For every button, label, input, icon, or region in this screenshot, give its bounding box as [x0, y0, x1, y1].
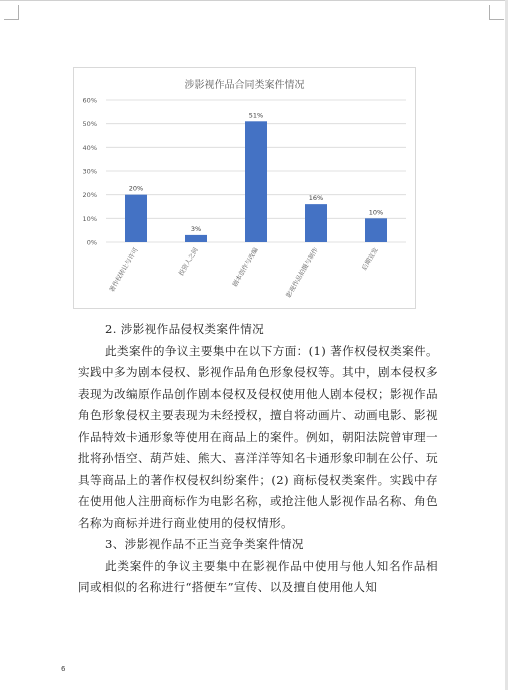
paragraph-unfair-competition: 此类案件的争议主要集中在影视作品中使用与他人知名作品相同或相似的名称进行“搭便车”宣传、以及擅自使用他人知: [78, 558, 438, 594]
section-heading-3: 3、涉影视作品不正当竞争类案件情况: [105, 537, 304, 551]
y-tick-label: 50%: [82, 120, 97, 129]
data-label: 20%: [128, 184, 144, 193]
y-tick-label: 20%: [82, 191, 97, 200]
paragraph-infringement: 此类案件的争议主要集中在以下方面：(1) 著作权侵权类案件。实践中多为剧本侵权、影视作品角色形象侵权等。其中，剧本侵权多表现为改编原作品创作剧本侵权及侵权使用他人剧本侵权；影视作品角色形象侵权主要表现为未经授权，擅自将动画片、动画电影、影视作品特效卡通形象等使用在商品上的案件。例如，朝阳法院曾审理一批将孙悟空、葫芦娃、熊大、喜洋洋等知名卡通形象印制在公仔、玩具等商品上的著作权侵权纠纷案件；(2) 商标侵权类案件。实践中存在使用他人注册商标作为电影名称，或抢注他人影视作品名称、角色名称为商标并进行商业使用的侵权情形。: [78, 343, 438, 530]
y-tick-label: 10%: [82, 214, 97, 223]
data-label: 3%: [190, 224, 202, 233]
x-tick-label: 影视作品拍摄与制作: [285, 246, 320, 300]
bar: [305, 204, 327, 242]
bar-chart: [73, 67, 416, 309]
crop-mark-left: [4, 5, 19, 20]
data-label: 16%: [308, 194, 324, 203]
bar: [125, 195, 147, 242]
x-tick-label: 著作权转让与许可: [108, 246, 140, 294]
y-tick-label: 0%: [86, 238, 97, 247]
y-tick-label: 30%: [82, 167, 97, 176]
crop-mark-right: [489, 5, 504, 20]
page-number: 6: [61, 665, 66, 673]
chart-plot-area: [74, 68, 417, 310]
document-body: [78, 319, 438, 599]
bar: [185, 235, 207, 242]
y-tick-label: 40%: [82, 143, 97, 152]
data-label: 10%: [368, 208, 384, 217]
chart-title: 涉影视作品合同类案件情况: [184, 80, 305, 91]
bar: [365, 218, 387, 242]
page-top-edge: [0, 0, 508, 1]
x-tick-label: 后期宣发: [361, 246, 380, 272]
x-tick-label: 剧本创作与改编: [231, 246, 260, 289]
data-label: 51%: [248, 111, 264, 120]
y-tick-label: 60%: [82, 96, 97, 105]
section-heading-2: 2. 涉影视作品侵权类案件情况: [105, 322, 265, 336]
bar: [245, 121, 267, 242]
x-tick-label: 投资人之间: [177, 246, 200, 278]
